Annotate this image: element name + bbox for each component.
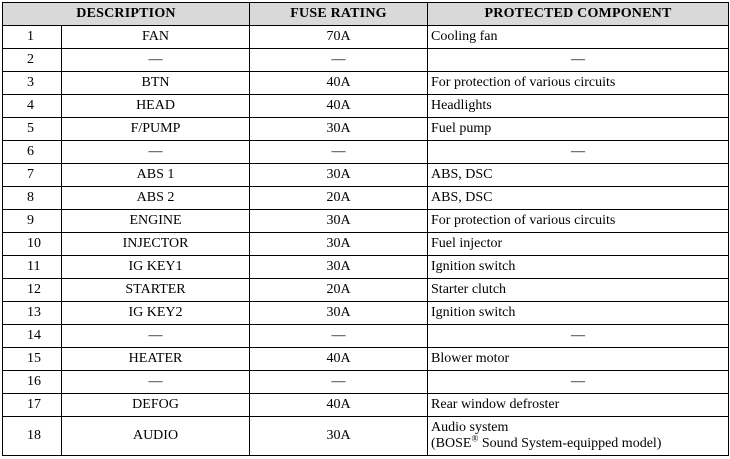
registered-mark: ® bbox=[471, 433, 479, 444]
fuse-number: 3 bbox=[3, 72, 62, 95]
table-row bbox=[3, 164, 729, 187]
fuse-number: 16 bbox=[3, 371, 62, 394]
fuse-description: HEAD bbox=[62, 95, 250, 118]
fuse-description: ABS 2 bbox=[62, 187, 250, 210]
fuse-description: INJECTOR bbox=[62, 233, 250, 256]
protected-component: — bbox=[428, 141, 729, 164]
protected-component: Cooling fan bbox=[428, 26, 729, 49]
protected-component: Starter clutch bbox=[428, 279, 729, 302]
fuse-rating: 30A bbox=[250, 417, 428, 456]
protected-component: Blower motor bbox=[428, 348, 729, 371]
fuse-rating: — bbox=[250, 325, 428, 348]
table-row bbox=[3, 371, 729, 394]
fuse-description: — bbox=[62, 325, 250, 348]
protected-component: For protection of various circuits bbox=[428, 210, 729, 233]
fuse-number: 18 bbox=[3, 417, 62, 456]
fuse-number: 8 bbox=[3, 187, 62, 210]
fuse-rating: 30A bbox=[250, 210, 428, 233]
fuse-rating: 30A bbox=[250, 164, 428, 187]
fuse-rating: — bbox=[250, 141, 428, 164]
fuse-rating: — bbox=[250, 371, 428, 394]
fuse-rating: — bbox=[250, 49, 428, 72]
table-row bbox=[3, 72, 729, 95]
fuse-number: 4 bbox=[3, 95, 62, 118]
fuse-description: IG KEY1 bbox=[62, 256, 250, 279]
table-row bbox=[3, 49, 729, 72]
fuse-number: 11 bbox=[3, 256, 62, 279]
fuse-rating: 30A bbox=[250, 302, 428, 325]
fuse-rating: 40A bbox=[250, 394, 428, 417]
table-row bbox=[3, 118, 729, 141]
protected-component: Rear window defroster bbox=[428, 394, 729, 417]
protected-component: ABS, DSC bbox=[428, 187, 729, 210]
header-description: DESCRIPTION bbox=[3, 3, 250, 26]
fuse-rating: 30A bbox=[250, 233, 428, 256]
table-row bbox=[3, 302, 729, 325]
table-row bbox=[3, 26, 729, 49]
fuse-number: 14 bbox=[3, 325, 62, 348]
fuse-description: ENGINE bbox=[62, 210, 250, 233]
fuse-number: 12 bbox=[3, 279, 62, 302]
table-row bbox=[3, 417, 729, 456]
fuse-number: 13 bbox=[3, 302, 62, 325]
fuse-description: IG KEY2 bbox=[62, 302, 250, 325]
table-row bbox=[3, 279, 729, 302]
fuse-number: 2 bbox=[3, 49, 62, 72]
fuse-number: 9 bbox=[3, 210, 62, 233]
fuse-description: HEATER bbox=[62, 348, 250, 371]
protected-component: Ignition switch bbox=[428, 302, 729, 325]
header-fuse-rating: FUSE RATING bbox=[250, 3, 428, 26]
fuse-rating: 40A bbox=[250, 72, 428, 95]
table-row bbox=[3, 141, 729, 164]
component-line-2-prefix: (BOSE bbox=[431, 436, 472, 451]
fuse-description: F/PUMP bbox=[62, 118, 250, 141]
protected-component: Ignition switch bbox=[428, 256, 729, 279]
fuse-number: 6 bbox=[3, 141, 62, 164]
fuse-description: STARTER bbox=[62, 279, 250, 302]
fuse-description: AUDIO bbox=[62, 417, 250, 456]
protected-component: For protection of various circuits bbox=[428, 72, 729, 95]
protected-component: — bbox=[428, 371, 729, 394]
fuse-rating: 70A bbox=[250, 26, 428, 49]
fuse-number: 5 bbox=[3, 118, 62, 141]
fuse-description: — bbox=[62, 49, 250, 72]
protected-component: — bbox=[428, 325, 729, 348]
fuse-number: 1 bbox=[3, 26, 62, 49]
header-protected-component: PROTECTED COMPONENT bbox=[428, 3, 729, 26]
protected-component: — bbox=[428, 49, 729, 72]
table-row bbox=[3, 95, 729, 118]
table-row bbox=[3, 256, 729, 279]
table-row bbox=[3, 210, 729, 233]
fuse-description: FAN bbox=[62, 26, 250, 49]
fuse-number: 7 bbox=[3, 164, 62, 187]
table-row bbox=[3, 187, 729, 210]
fuse-description: DEFOG bbox=[62, 394, 250, 417]
fuse-number: 17 bbox=[3, 394, 62, 417]
fuse-table-container bbox=[2, 2, 729, 456]
protected-component bbox=[428, 417, 729, 456]
fuse-rating: 40A bbox=[250, 348, 428, 371]
fuse-rating: 40A bbox=[250, 95, 428, 118]
fuse-rating: 20A bbox=[250, 279, 428, 302]
fuse-rating: 30A bbox=[250, 118, 428, 141]
fuse-rating: 20A bbox=[250, 187, 428, 210]
fuse-description: — bbox=[62, 371, 250, 394]
fuse-description: — bbox=[62, 141, 250, 164]
table-row bbox=[3, 233, 729, 256]
table-row bbox=[3, 394, 729, 417]
component-line-2 bbox=[431, 433, 725, 452]
fuse-table bbox=[2, 2, 729, 456]
table-row bbox=[3, 348, 729, 371]
protected-component: Fuel pump bbox=[428, 118, 729, 141]
fuse-rating: 30A bbox=[250, 256, 428, 279]
table-header-row bbox=[3, 3, 729, 26]
table-row bbox=[3, 325, 729, 348]
protected-component: ABS, DSC bbox=[428, 164, 729, 187]
fuse-description: BTN bbox=[62, 72, 250, 95]
fuse-number: 10 bbox=[3, 233, 62, 256]
component-line-2-suffix: Sound System-equipped model) bbox=[478, 436, 662, 451]
component-line-1: Audio system bbox=[431, 420, 509, 435]
protected-component: Fuel injector bbox=[428, 233, 729, 256]
protected-component: Headlights bbox=[428, 95, 729, 118]
fuse-description: ABS 1 bbox=[62, 164, 250, 187]
fuse-number: 15 bbox=[3, 348, 62, 371]
